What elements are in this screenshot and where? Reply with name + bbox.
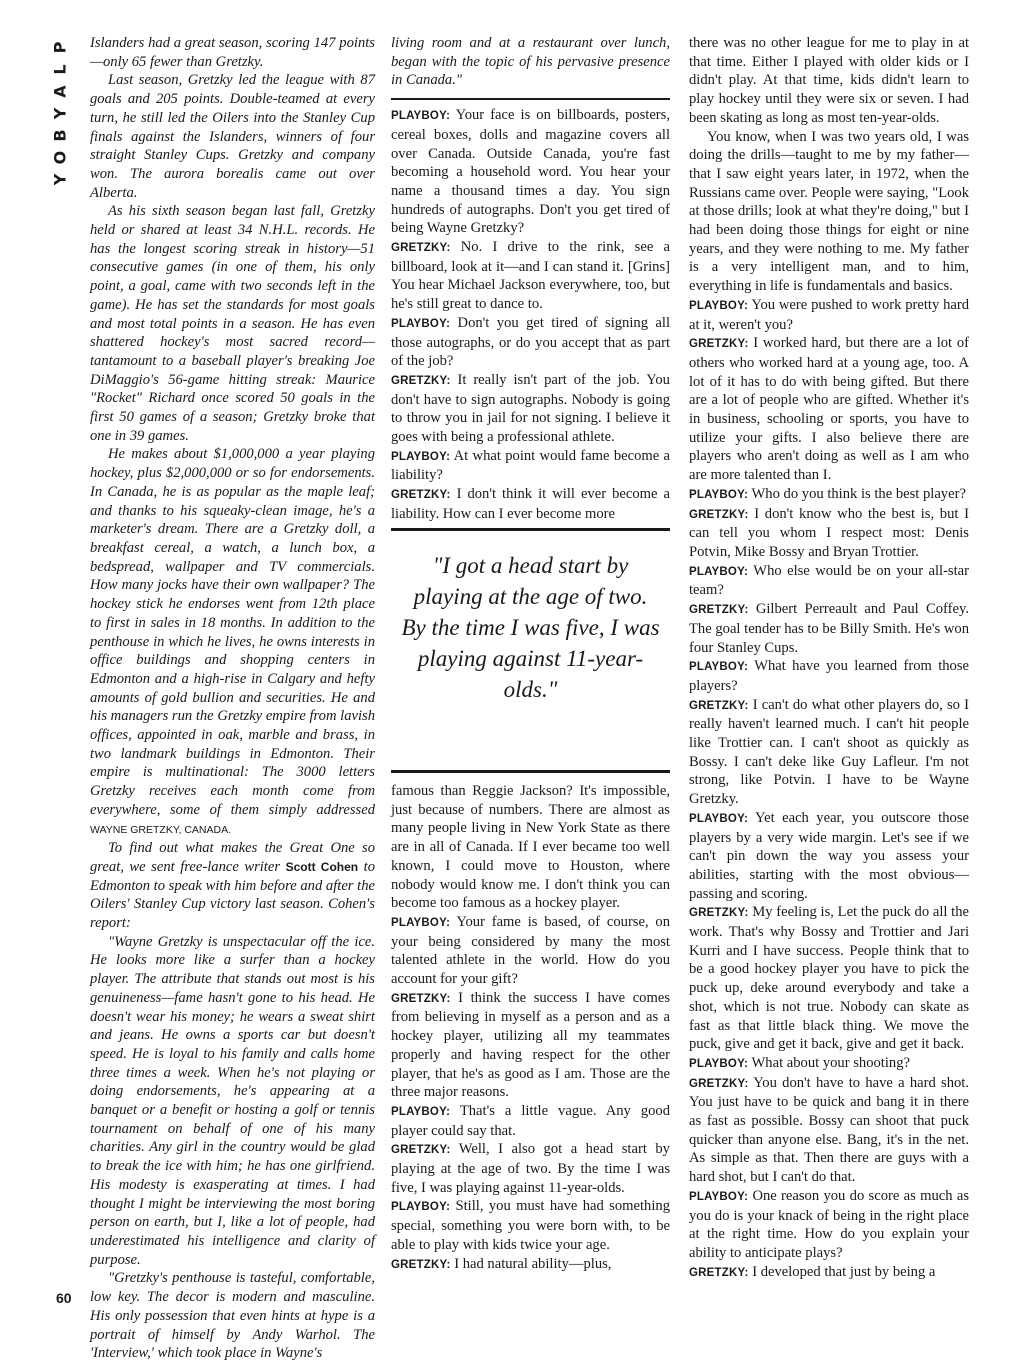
qa-exchange xyxy=(689,1054,969,1074)
page-number: 60 xyxy=(56,1290,72,1306)
qa-text: That's a little vague. Any good player could say that. xyxy=(391,1102,671,1139)
masthead-letter: Y xyxy=(50,173,70,186)
paragraph-text: To find out what makes the Great One so great, we sent free-lance writer xyxy=(90,840,375,875)
qa-text: I don't know who the best is, but I can tell you whom I respect most: Denis Potvin, Mike Bossy and Bryan Trottier. xyxy=(689,505,969,560)
qa-exchange xyxy=(689,1074,969,1187)
qa-text: I developed that just by being a xyxy=(752,1263,936,1280)
qa-text: Gilbert Perreault and Paul Coffey. The goal tender has to be Billy Smith. He's won four Stanley Cups. xyxy=(689,601,969,656)
masthead-letter: Y xyxy=(50,107,70,120)
qa-text: Well, I also got a head start by playing at the age of two. By the time I was five, I was playing against 11-year-olds. xyxy=(391,1141,670,1196)
qa-text: It really isn't part of the job. You don't have to sign autographs. Nobody is going to throw you in jail for not signing. I believe it goes with being a professional athlete. xyxy=(391,371,670,446)
speaker-label: GRETZKY: xyxy=(391,1144,451,1157)
qa-exchange xyxy=(391,371,670,447)
speaker-label: PLAYBOY: xyxy=(689,661,749,674)
qa-exchange xyxy=(689,600,969,657)
qa-text: Don't you get tired of signing all those autographs, or do you accept that as part of the job? xyxy=(391,314,671,370)
qa-text: Who do you think is the best player? xyxy=(751,485,966,502)
qa-exchange xyxy=(689,1187,969,1263)
column-1 xyxy=(90,34,375,1363)
paragraph-text: to Edmonton to speak with him before and after the Oilers' Stanley Cup victory last season. Cohen's report: xyxy=(90,858,375,932)
speaker-label: GRETZKY: xyxy=(689,907,749,920)
column-2-top xyxy=(391,34,670,524)
speaker-label: PLAYBOY: xyxy=(689,299,749,312)
qa-exchange xyxy=(391,314,670,371)
pull-quote: "I got a head start by playing at the age of two. By the time I was five, I was playing against 11-year-olds." xyxy=(401,553,660,702)
speaker-label: PLAYBOY: xyxy=(391,110,451,123)
qa-exchange xyxy=(391,1197,670,1254)
qa-exchange xyxy=(689,562,969,600)
masthead-letter: B xyxy=(50,129,70,142)
speaker-label: GRETZKY: xyxy=(689,1077,749,1090)
paragraph xyxy=(90,839,375,933)
masthead-vertical xyxy=(50,38,70,188)
qa-exchange xyxy=(391,1102,670,1140)
qa-exchange xyxy=(391,447,670,485)
masthead-letter: P xyxy=(50,41,70,54)
qa-text: At what point would fame become a liability? xyxy=(391,447,671,484)
address-smallcaps: WAYNE GRETZKY, CANADA. xyxy=(90,823,231,836)
qa-text: You were pushed to work pretty hard at it, weren't you? xyxy=(689,296,969,333)
qa-text: I had natural ability—plus, xyxy=(454,1255,612,1272)
paragraph: "Gretzky's penthouse is tasteful, comfortable, low key. The decor is modern and masculine. His only possession that even hints at hype is a portrait of himself by Andy Warhol. The 'Interview,' which took place in Wayne's xyxy=(90,1270,375,1362)
speaker-label: GRETZKY: xyxy=(689,699,749,712)
qa-exchange xyxy=(689,334,969,485)
paragraph: famous than Reggie Jackson? It's impossible, just because of numbers. There are almost as many people living in New York State as there are in all of Canada. If I ever became too well known, I could move to Houston, where nobody would know me. I don't think you can become too famous as a hockey player. xyxy=(391,783,670,912)
qa-text: I worked hard, but there are a lot of others who worked hard at a young age, too. A lot of it has to do with being gifted. But there are a lot of people who are gifted. Whether it's in business, schooling or sports, you have to utilize your gifts. I also believe there are players who aren't doing as well as I am who are more talented than I. xyxy=(689,335,969,484)
speaker-label: GRETZKY: xyxy=(391,242,451,255)
qa-exchange xyxy=(689,809,969,904)
qa-exchange xyxy=(391,106,670,238)
qa-text: Still, you must have had something special, something you were born with, to be able to play with kids twice your age. xyxy=(391,1198,670,1253)
speaker-label: GRETZKY: xyxy=(391,374,451,387)
paragraph xyxy=(90,445,375,839)
pull-quote-box xyxy=(391,528,670,773)
qa-text: You don't have to have a hard shot. You just have to be quick and bang it in there as fast as possible. Bossy can shoot that puck quicker than anyone else. Bang, it's in the net. As simple as that. Then there are guys with a hard shot, but I can't do that. xyxy=(689,1074,969,1186)
qa-text: My feeling is, Let the puck do all the work. That's why Bossy and Trottier and Jari Kurri and I have success. People think that to be a good hockey player you have to pick the puck up, deke around everybody and take a shot, which is not true. Nobody can skate as fast as that little black thing. We move the puck, give and get it back, give and get it back. xyxy=(689,904,970,1053)
qa-text: I can't do what other players do, so I really haven't learned much. I can't hit people like Trottier can. I can't shoot as quickly as Bossy. I can't deke like Guy Lafleur. I'm not strong, like Potvin. I have to be Wayne Gretzky. xyxy=(689,696,969,808)
speaker-label: PLAYBOY: xyxy=(391,916,451,929)
qa-text: I don't think it will ever become a liability. How can I ever become more xyxy=(391,486,670,522)
masthead-letter: L xyxy=(50,64,70,75)
qa-exchange xyxy=(391,485,670,523)
qa-exchange xyxy=(689,903,969,1054)
qa-exchange xyxy=(689,1263,969,1283)
paragraph: As his sixth season began last fall, Gretzky held or shared at least 34 N.H.L. records. He has the longest scoring streak in history—51 consecutive games (in one of them, his only point, a goal, came with two seconds left in the game). He has set the standards for most goals and most total points in a season. He has even shattered hockey's most sacred record—tantamount to a baseball player's breaking Joe DiMaggio's 56-game hitting streak: Maurice "Rocket" Richard once scored 50 goals in the first 50 games of a season; Gretzky broke that one in 39 games. xyxy=(90,203,375,444)
qa-exchange xyxy=(391,238,670,314)
speaker-label: PLAYBOY: xyxy=(391,1105,451,1118)
speaker-label: PLAYBOY: xyxy=(689,1057,749,1070)
paragraph-text: He makes about $1,000,000 a year playing hockey, plus $2,000,000 or so for endorsements. In Canada, he is as popular as the maple leaf; and thanks to his squeaky-clean image, he's a marketer's dream. There are a Gretzky doll, a breakfast cereal, a watch, a lunch box, a bedspread, wallpaper and TV commercials. How many jocks have their own wallpaper? The hockey stick he endorses went from 12th place to first in sales in 18 months. In addition to the penthouse in which he lives, he owns interests in office buildings and shopping centers in Edmonton and a high-rise in Calgary and hefty amounts of gold bullion and securities. He and his managers run the Gretzky empire from lavish offices, appointed in oak, marble and brass, in two landmark buildings in Edmonton. Their empire is multinational: The 3000 letters Gretzky receives each month come from everywhere, some of them simply addressed xyxy=(90,446,375,818)
pull-quote-rule-top xyxy=(391,528,670,531)
qa-exchange xyxy=(391,1255,670,1275)
speaker-label: GRETZKY: xyxy=(689,1266,749,1279)
paragraph: there was no other league for me to play in at that time. Either I played with older kids or I didn't play. At that time, kids didn't learn to play hockey until they were six or seven. I had been skating as long as most ten-year-olds. xyxy=(689,35,969,126)
paragraph: You know, when I was two years old, I was doing the drills—taught to me by my father—that I saw eight years later, in 1972, when the Russians came over. People were saying, "Look at those drills; look at what they're doing," but I had been doing those things for eight or nine years, and they were nothing to me. My father is a very intelligent man, and to him, everything in life is fundamentals and basics. xyxy=(689,128,969,295)
qa-text: I think the success I have comes from believing in myself as a person and as a hockey player, utilizing all my teammates properly and having respect for the other player, that he's as good as I am. Those are the three major reasons. xyxy=(391,989,670,1101)
qa-text: Your fame is based, of course, on your being considered by many the most talented athlete in the world. How do you account for your gift? xyxy=(391,913,670,988)
speaker-label: GRETZKY: xyxy=(689,338,749,351)
qa-exchange xyxy=(689,485,969,505)
speaker-label: PLAYBOY: xyxy=(689,1190,749,1203)
speaker-label: PLAYBOY: xyxy=(391,1201,451,1214)
masthead-letter: A xyxy=(50,85,70,98)
qa-text: No. I drive to the rink, see a billboard, look at it—and I can stand it. [Grins] You hear Michael Jackson everywhere, too, but he's still great to dance to. xyxy=(391,239,670,313)
divider xyxy=(391,98,670,100)
speaker-label: GRETZKY: xyxy=(391,992,451,1005)
qa-exchange xyxy=(391,1140,670,1197)
qa-exchange xyxy=(391,913,670,989)
speaker-label: PLAYBOY: xyxy=(689,565,749,578)
masthead-letter: O xyxy=(50,150,70,165)
qa-text: What have you learned from those players? xyxy=(689,658,969,694)
speaker-label: PLAYBOY: xyxy=(689,488,749,501)
qa-exchange xyxy=(689,696,969,809)
writer-credit: Scott Cohen xyxy=(285,859,359,874)
column-3 xyxy=(689,34,969,1282)
speaker-label: PLAYBOY: xyxy=(391,317,451,330)
paragraph: "Wayne Gretzky is unspectacular off the ice. He looks more like a surfer than a hockey player. The attribute that stands out most is his genuineness—fame hasn't gone to his head. He doesn't wear his money; he wears a sweat shirt and jeans. He owns a sports car but doesn't speed. He is loyal to his family and calls home three times a week. When he's not playing or doing endorsements, he's appearing at a banquet or a benefit or hosting a golf or tennis tournament on behalf of one of his many charities. Any girl in the country would be glad to break the ice with him; he has one girlfriend. His modesty is exasperating at times. I had thought I might be interviewing the most boring person on earth, but I, like a lot of people, had underestimated his intelligence and clarity of purpose. xyxy=(90,933,375,1268)
paragraph: Last season, Gretzky led the league with 87 goals and 205 points. Double-teamed at every turn, he still led the Oilers into the Stanley Cup finals against the Islanders, winners of four straight Stanley Cups. Gretzky and company won. The aurora borealis came out over Alberta. xyxy=(90,72,375,201)
qa-text: What about your shooting? xyxy=(751,1054,910,1071)
qa-exchange xyxy=(689,657,969,695)
speaker-label: PLAYBOY: xyxy=(689,812,749,825)
qa-exchange xyxy=(391,989,670,1102)
speaker-label: GRETZKY: xyxy=(689,508,749,521)
pull-quote-rule-bottom xyxy=(391,770,670,773)
qa-exchange xyxy=(689,296,969,334)
qa-text: One reason you do score as much as you do is your knack of being in the right place at the right time. How do you explain your ability to anticipate plays? xyxy=(689,1187,969,1261)
intro-paragraph: living room and at a restaurant over lunch, began with the topic of his pervasive presence in Canada." xyxy=(391,35,670,89)
qa-text: Your face is on billboards, posters, cereal boxes, dolls and magazine covers all over Canada. Outside Canada, you're fast becoming a household word. You hear your name a thousand times a day. You sign hundreds of autographs. Don't you get tired of being Wayne Gretzky? xyxy=(391,107,670,237)
qa-text: Who else would be on your all-star team? xyxy=(689,562,969,599)
speaker-label: PLAYBOY: xyxy=(391,450,451,463)
speaker-label: GRETZKY: xyxy=(689,604,749,617)
qa-text: Yet each year, you outscore those players by a very wide margin. Let's see if we can't pin down the way you assess your abilities, starting with the most obvious—passing and scoring. xyxy=(689,809,969,902)
qa-exchange xyxy=(689,505,969,562)
speaker-label: GRETZKY: xyxy=(391,1258,451,1271)
speaker-label: GRETZKY: xyxy=(391,489,451,502)
column-2-bottom xyxy=(391,782,670,1274)
paragraph: Islanders had a great season, scoring 147 points—only 65 fewer than Gretzky. xyxy=(90,35,375,70)
